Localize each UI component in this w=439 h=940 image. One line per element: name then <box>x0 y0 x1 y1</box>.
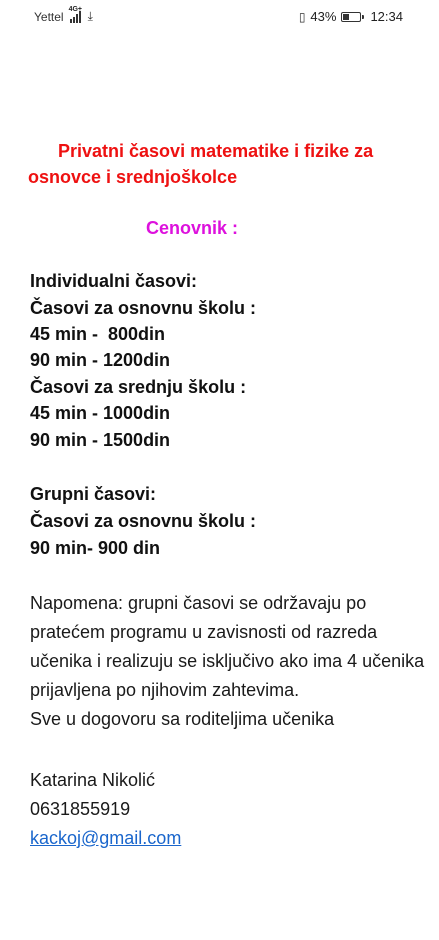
status-bar <box>0 0 439 34</box>
clock: 12:34 <box>370 9 403 24</box>
battery-percent: 43% <box>310 9 337 24</box>
contact-phone[interactable]: 0631855919 <box>30 799 131 819</box>
network-type: 4G+ <box>68 5 83 13</box>
carrier-label: Yettel <box>34 9 64 24</box>
contact-email-link[interactable]: kackoj@gmail.com <box>30 828 182 848</box>
individual-elementary-90: 90 min - 1200din <box>30 350 171 370</box>
note-text-2: Sve u dogovoru sa roditeljima učenika <box>30 709 335 729</box>
individual-elementary-heading: Časovi za osnovnu školu : <box>30 298 257 318</box>
document-title: Privatni časovi matematike i fizike za osnovce i srednjoškolce <box>28 141 374 187</box>
signal-icon <box>68 5 83 23</box>
note-text: Napomena: grupni časovi se održavaju po pratećem programu u zavisnosti od razreda učenika i realizuju se isključivo ako ima 4 učenika prijavljena po njihovim zahtevima. <box>30 593 425 700</box>
status-right <box>299 9 403 24</box>
individual-elementary-45: 45 min - 800din <box>30 324 166 344</box>
price-list-heading: Cenovnik : <box>146 218 239 238</box>
group-elementary-90: 90 min- 900 din <box>30 538 161 558</box>
battery-icon <box>341 12 361 22</box>
individual-high-45: 45 min - 1000din <box>30 403 171 423</box>
status-left <box>34 5 93 24</box>
contact-name: Katarina Nikolić <box>30 770 156 790</box>
group-elementary-heading: Časovi za osnovnu školu : <box>30 511 257 531</box>
download-icon: ⤓ <box>87 9 93 23</box>
individual-high-heading: Časovi za srednju školu : <box>30 377 247 397</box>
note-paragraph <box>30 589 425 734</box>
group-heading: Grupni časovi: <box>30 484 157 504</box>
individual-heading: Individualni časovi: <box>30 271 198 291</box>
vibrate-icon: ▯ <box>298 9 306 24</box>
individual-high-90: 90 min - 1500din <box>30 430 171 450</box>
